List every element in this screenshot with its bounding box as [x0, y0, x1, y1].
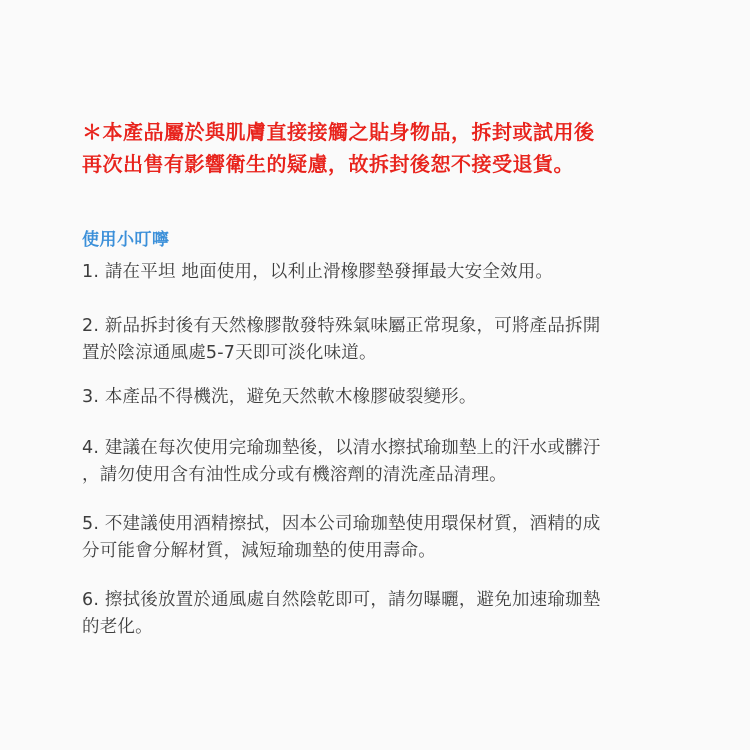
tip-line: 3. 本產品不得機洗，避免天然軟木橡膠破裂變形。	[82, 387, 477, 407]
tip-item-1	[82, 259, 682, 286]
tip-item-6	[82, 587, 682, 640]
tip-line: 6. 擦拭後放置於通風處自然陰乾即可，請勿曝曬，避免加速瑜珈墊	[82, 590, 601, 610]
tip-line: ，請勿使用含有油性成分或有機溶劑的清洗產品清理。	[82, 464, 507, 485]
tip-item-2	[82, 313, 682, 366]
warning-line-2: 再次出售有影響衛生的疑慮，故拆封後恕不接受退貨。	[82, 152, 574, 176]
warning-line-1: ＊本產品屬於與肌膚直接接觸之貼身物品，拆封或試用後	[82, 120, 595, 144]
tip-item-3	[82, 384, 682, 411]
tips-heading: 使用小叮嚀	[82, 230, 170, 250]
tip-line: 2. 新品拆封後有天然橡膠散發特殊氣味屬正常現象，可將產品拆開	[82, 316, 601, 336]
tip-line: 1. 請在平坦 地面使用，以利止滑橡膠墊發揮最大安全效用。	[82, 262, 554, 282]
tip-line: 置於陰涼通風處5-7天即可淡化味道。	[82, 342, 377, 363]
tip-line: 的老化。	[82, 616, 153, 637]
tip-line: 5. 不建議使用酒精擦拭，因本公司瑜珈墊使用環保材質，酒精的成	[82, 514, 601, 534]
tip-item-4	[82, 435, 682, 488]
return-policy-warning	[82, 116, 682, 180]
tip-item-5	[82, 511, 682, 564]
tip-line: 分可能會分解材質，減短瑜珈墊的使用壽命。	[82, 540, 436, 561]
tip-line: 4. 建議在每次使用完瑜珈墊後，以清水擦拭瑜珈墊上的汗水或髒汙	[82, 438, 601, 458]
